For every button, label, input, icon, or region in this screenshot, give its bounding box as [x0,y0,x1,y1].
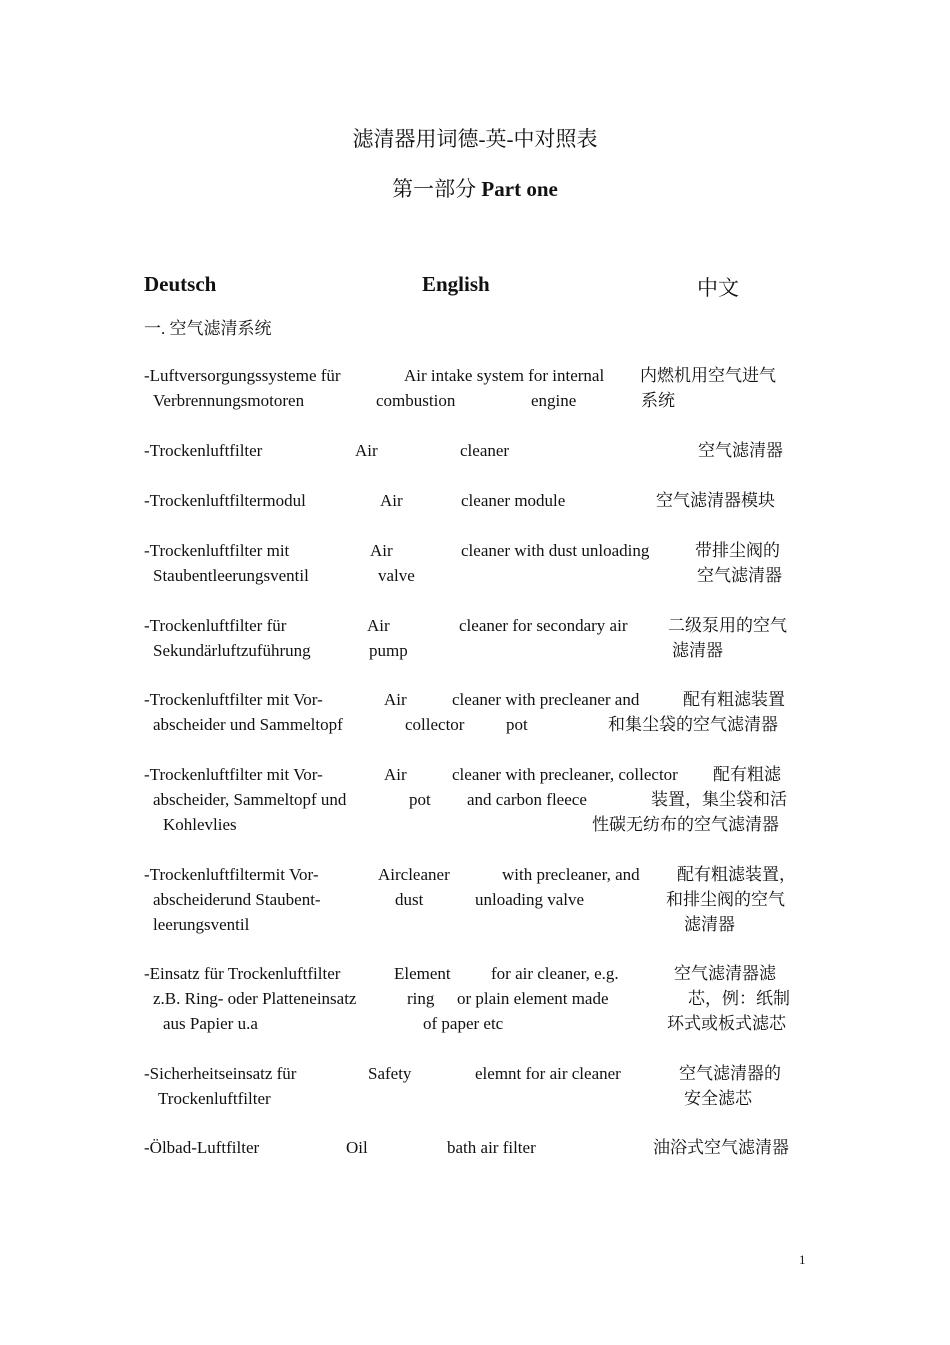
zh-term: 滤清器 [672,641,723,660]
zh-term: 配有粗滤 [713,765,781,784]
zh-term: 系统 [641,391,675,410]
en-term: unloading valve [475,890,585,909]
zh-term: 芯，例：纸制 [688,989,790,1008]
en-term: dust [395,890,424,909]
zh-term: 空气滤清器滤 [674,964,776,983]
de-term: abscheiderund Staubent- [153,890,321,909]
de-term: Verbrennungsmotoren [153,391,305,410]
section-heading: 一. 空气滤清系统 [144,319,272,338]
en-term: Air [367,616,390,635]
de-term: -Trockenluftfilter mit Vor- [144,690,323,709]
en-term: ring [407,989,435,1008]
en-term: Aircleaner [378,865,450,884]
zh-term: 空气滤清器 [698,441,783,460]
zh-term: 配有粗滤装置， [677,865,796,884]
zh-term: 装置，集尘袋和活 [651,790,787,809]
en-term: Air [355,441,378,460]
de-term: -Trockenluftfilter [144,441,263,460]
de-term: z.B. Ring- oder Platteneinsatz [153,989,357,1008]
de-term: -Sicherheitseinsatz für [144,1064,297,1083]
en-term: pot [409,790,431,809]
de-term: -Luftversorgungssysteme für [144,366,341,385]
en-term: bath air filter [447,1138,536,1157]
part-heading [0,173,950,203]
en-term: Safety [368,1064,412,1083]
zh-term: 性碳无纺布的空气滤清器 [592,815,779,834]
de-term: leerungsventil [153,915,250,934]
de-term: -Trockenluftfilter für [144,616,287,635]
en-term: with precleaner, and [502,865,640,884]
de-term: -Trockenluftfilter mit [144,541,290,560]
zh-term: 二级泵用的空气 [668,616,787,635]
zh-term: 和排尘阀的空气 [666,890,785,909]
en-term: for air cleaner, e.g. [491,964,619,983]
zh-term: 环式或板式滤芯 [667,1014,786,1033]
en-term: valve [378,566,415,585]
en-term: pump [369,641,408,660]
de-term: -Trockenluftfiltermit Vor- [144,865,319,884]
en-term: Air [384,765,407,784]
zh-term: 滤清器 [684,915,735,934]
en-term: cleaner with dust unloading [461,541,650,560]
de-term: -Ölbad-Luftfilter [144,1138,260,1157]
de-term: -Einsatz für Trockenluftfilter [144,964,341,983]
en-term: Air intake system for internal [404,366,605,385]
header-english: English [422,272,490,296]
de-term: Sekundärluftzuführung [153,641,311,660]
zh-term: 空气滤清器模块 [656,491,775,510]
en-term: collector [405,715,465,734]
header-chinese: 中文 [697,276,739,300]
part-heading-en: Part one [481,177,558,201]
de-term: Kohlevlies [163,815,237,834]
de-term: -Trockenluftfiltermodul [144,491,306,510]
en-term: Air [384,690,407,709]
en-term: combustion [376,391,456,410]
zh-term: 内燃机用空气进气 [640,366,776,385]
de-term: Trockenluftfilter [158,1089,271,1108]
en-term: Oil [346,1138,368,1157]
en-term: or plain element made [457,989,609,1008]
de-term: abscheider, Sammeltopf und [153,790,347,809]
zh-term: 配有粗滤装置 [683,690,785,709]
part-heading-cn: 第一部分 [392,177,477,201]
en-term: pot [506,715,528,734]
de-term: Staubentleerungsventil [153,566,309,585]
page-number: 1 [799,1252,806,1267]
zh-term: 空气滤清器 [697,566,782,585]
en-term: cleaner module [461,491,566,510]
de-term: abscheider und Sammeltopf [153,715,343,734]
header-deutsch: Deutsch [144,272,217,296]
zh-term: 空气滤清器的 [679,1064,781,1083]
en-term: and carbon fleece [467,790,587,809]
en-term: cleaner [460,441,510,460]
zh-term: 油浴式空气滤清器 [653,1138,789,1157]
en-term: Element [394,964,451,983]
en-term: elemnt for air cleaner [475,1064,621,1083]
zh-term: 安全滤芯 [684,1089,752,1108]
en-term: of paper etc [423,1014,504,1033]
document-title: 滤清器用词德-英-中对照表 [352,127,598,151]
en-term: engine [531,391,577,410]
en-term: cleaner with precleaner, collector [452,765,678,784]
zh-term: 带排尘阀的 [695,541,780,560]
de-term: aus Papier u.a [163,1014,258,1033]
en-term: Air [380,491,403,510]
zh-term: 和集尘袋的空气滤清器 [608,715,778,734]
de-term: -Trockenluftfilter mit Vor- [144,765,323,784]
en-term: cleaner with precleaner and [452,690,640,709]
en-term: Air [370,541,393,560]
en-term: cleaner for secondary air [459,616,628,635]
